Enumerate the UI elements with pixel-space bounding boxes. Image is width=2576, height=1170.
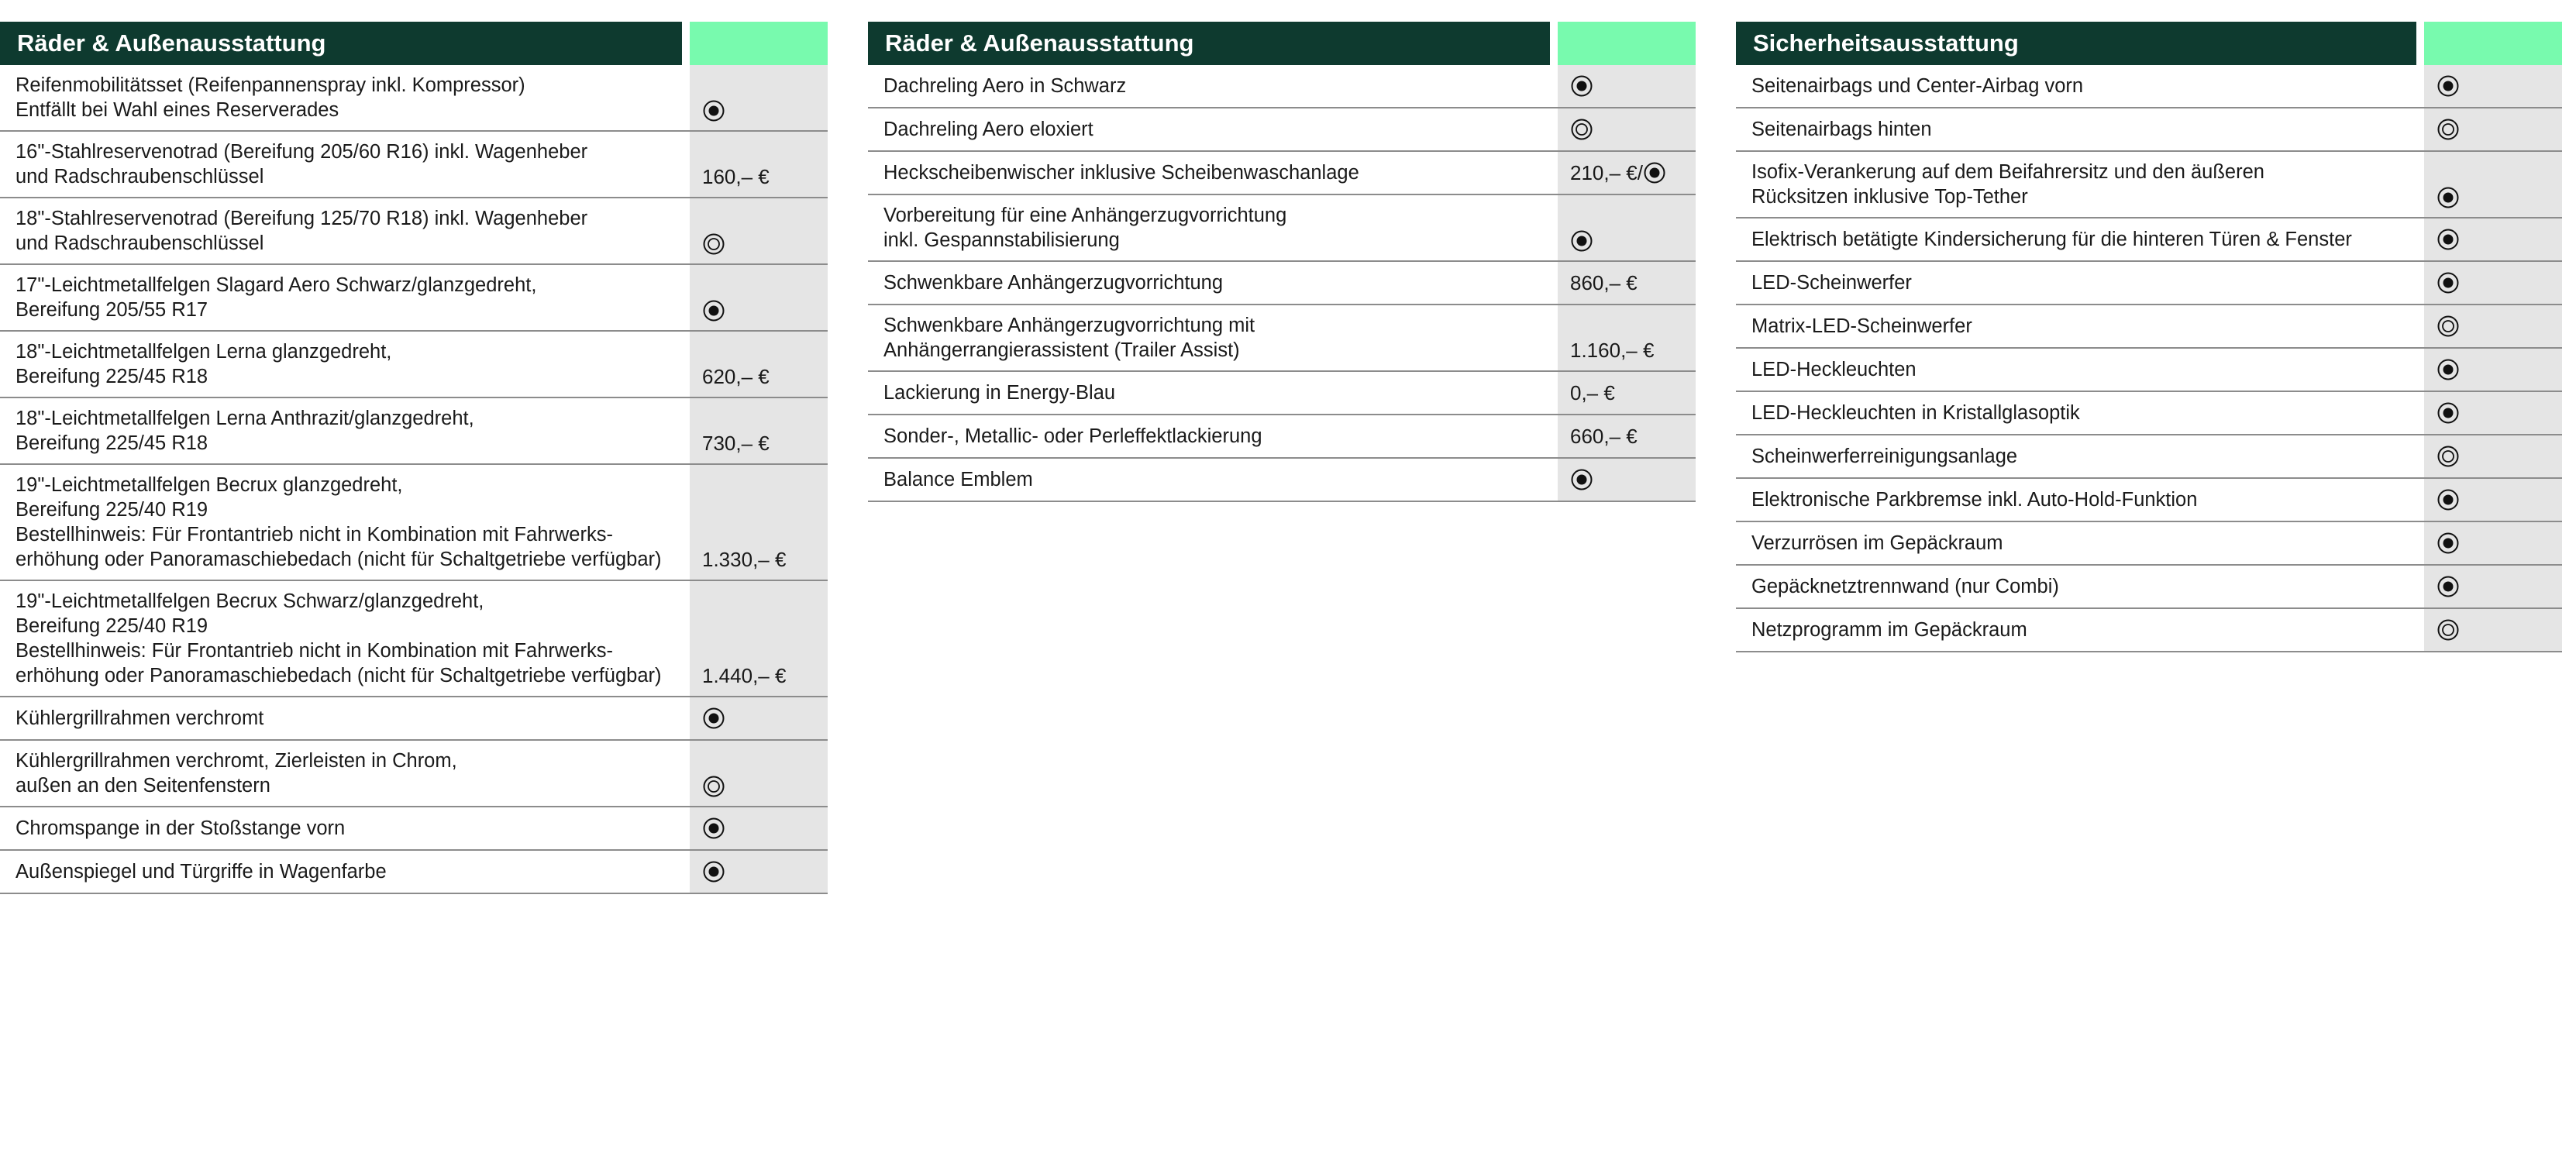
table-row <box>1736 435 2562 479</box>
description-line: Verzurrösen im Gepäckraum <box>1751 532 2003 554</box>
description-line: außen an den Seitenfenstern <box>15 775 270 797</box>
standard-equipment-icon <box>2437 488 2460 511</box>
price-cell <box>690 398 828 463</box>
description-line: inkl. Gespannstabilisierung <box>883 229 1120 251</box>
table-row <box>0 741 828 807</box>
description-line: Außenspiegel und Türgriffe in Wagenfarbe <box>15 861 387 883</box>
table-header <box>0 22 828 65</box>
price-cell <box>690 265 828 330</box>
table-row <box>1736 152 2562 219</box>
price-cell <box>690 851 828 893</box>
table-row <box>0 807 828 851</box>
standard-equipment-icon <box>2437 532 2460 555</box>
standard-equipment-icon <box>702 99 725 122</box>
row-description <box>1736 566 2416 607</box>
price-cell <box>2424 219 2562 260</box>
standard-equipment-icon <box>1570 74 1593 98</box>
table-header <box>1736 22 2562 65</box>
price-cell <box>1558 305 1696 370</box>
table-row <box>0 581 828 697</box>
row-description <box>0 198 682 263</box>
description-line: Anhängerrangierassistent (Trailer Assist) <box>883 339 1240 361</box>
table-row <box>0 198 828 265</box>
table-row <box>868 459 1696 502</box>
description-line: 18"-Leichtmetallfelgen Lerna Anthrazit/glanzgedreht, <box>15 408 474 429</box>
table-row <box>0 65 828 132</box>
standard-equipment-icon <box>1570 229 1593 253</box>
description-line: 18"-Leichtmetallfelgen Lerna glanzgedreht, <box>15 341 392 363</box>
description-line: Rücksitzen inklusive Top-Tether <box>1751 186 2028 208</box>
row-description <box>868 305 1550 370</box>
table-row <box>1736 305 2562 349</box>
standard-equipment-icon <box>702 707 725 730</box>
description-line: Gepäcknetztrennwand (nur Combi) <box>1751 576 2059 597</box>
table-row <box>0 265 828 332</box>
description-line: Reifenmobilitätsset (Reifenpannenspray inkl. Kompressor) <box>15 74 525 96</box>
price-cell <box>1558 415 1696 457</box>
price-value: 210,– €/ <box>1570 160 1643 184</box>
row-description <box>1736 435 2416 477</box>
price-cell <box>2424 609 2562 651</box>
description-line: Lackierung in Energy-Blau <box>883 382 1116 404</box>
description-line: LED-Heckleuchten in Kristallglasoptik <box>1751 402 2080 424</box>
table-row <box>868 305 1696 372</box>
price-cell <box>1558 152 1696 194</box>
equipment-table-safety <box>1736 22 2562 652</box>
row-description <box>868 459 1550 501</box>
table-row <box>1736 65 2562 108</box>
table-row <box>1736 566 2562 609</box>
description-line: 19"-Leichtmetallfelgen Becrux Schwarz/glanzgedreht, <box>15 590 484 612</box>
table-row <box>0 851 828 894</box>
row-description <box>0 65 682 130</box>
price-cell <box>690 132 828 197</box>
price-cell <box>2424 65 2562 107</box>
description-line: Vorbereitung für eine Anhängerzugvorrichtung <box>883 205 1287 226</box>
description-line: Heckscheibenwischer inklusive Scheibenwaschanlage <box>883 162 1359 184</box>
price-cell <box>2424 479 2562 521</box>
table-row <box>1736 609 2562 652</box>
row-description <box>0 697 682 739</box>
description-line: 17"-Leichtmetallfelgen Slagard Aero Schwarz/glanzgedreht, <box>15 274 537 296</box>
price-cell <box>2424 262 2562 304</box>
standard-equipment-icon <box>2437 74 2460 98</box>
description-line: Bestellhinweis: Für Frontantrieb nicht in Kombination mit Fahrwerks- <box>15 524 613 545</box>
description-line: und Radschraubenschlüssel <box>15 166 264 188</box>
price-cell <box>1558 65 1696 107</box>
price-value: 160,– € <box>702 165 770 188</box>
table-row <box>868 195 1696 262</box>
table-row <box>1736 262 2562 305</box>
price-cell <box>2424 566 2562 607</box>
equipment-table-wheels-exterior-1 <box>0 22 828 894</box>
row-description <box>1736 392 2416 434</box>
description-line: Entfällt bei Wahl eines Reserverades <box>15 99 339 121</box>
description-line: Seitenairbags hinten <box>1751 119 1932 140</box>
description-line: 19"-Leichtmetallfelgen Becrux glanzgedreht, <box>15 474 403 496</box>
price-value: 730,– € <box>702 432 770 455</box>
price-cell <box>690 332 828 397</box>
description-line: Kühlergrillrahmen verchromt, Zierleisten in Chrom, <box>15 750 457 772</box>
optional-equipment-icon <box>2437 445 2460 468</box>
optional-equipment-icon <box>2437 618 2460 642</box>
price-cell <box>1558 372 1696 414</box>
row-description <box>1736 65 2416 107</box>
table-row <box>868 65 1696 108</box>
row-description <box>1736 305 2416 347</box>
price-value: 860,– € <box>1570 270 1638 294</box>
table-title: Räder & Außenausstattung <box>868 22 1550 65</box>
description-line: LED-Heckleuchten <box>1751 359 1917 380</box>
table-row <box>868 108 1696 152</box>
row-description <box>0 851 682 893</box>
table-row <box>868 415 1696 459</box>
description-line: und Radschraubenschlüssel <box>15 232 264 254</box>
price-cell <box>690 65 828 130</box>
description-line: Kühlergrillrahmen verchromt <box>15 707 264 729</box>
price-value: 0,– € <box>1570 380 1615 404</box>
standard-equipment-icon <box>1570 468 1593 491</box>
price-cell <box>1558 262 1696 304</box>
table-row <box>0 697 828 741</box>
description-line: Bereifung 225/40 R19 <box>15 499 208 521</box>
price-column-header <box>690 22 828 65</box>
equipment-table-wheels-exterior-2 <box>868 22 1696 502</box>
row-description <box>0 581 682 696</box>
description-line: Bestellhinweis: Für Frontantrieb nicht in Kombination mit Fahrwerks- <box>15 640 613 662</box>
table-row <box>0 465 828 581</box>
optional-equipment-icon <box>2437 118 2460 141</box>
table-title: Räder & Außenausstattung <box>0 22 682 65</box>
description-line: Elektronische Parkbremse inkl. Auto-Hold-Funktion <box>1751 489 2198 511</box>
row-description <box>1736 522 2416 564</box>
table-row <box>868 372 1696 415</box>
standard-equipment-icon <box>2437 186 2460 209</box>
row-description <box>0 265 682 330</box>
table-row <box>0 398 828 465</box>
row-description <box>1736 479 2416 521</box>
price-cell <box>690 465 828 580</box>
table-row <box>1736 108 2562 152</box>
price-value: 620,– € <box>702 365 770 388</box>
description-line: Scheinwerferreinigungsanlage <box>1751 446 2018 467</box>
optional-equipment-icon <box>1570 118 1593 141</box>
standard-equipment-icon <box>2437 228 2460 251</box>
price-cell <box>2424 152 2562 217</box>
optional-equipment-icon <box>2437 315 2460 338</box>
table-row <box>0 332 828 398</box>
description-line: Bereifung 225/45 R18 <box>15 432 208 454</box>
standard-equipment-icon <box>2437 358 2460 381</box>
table-row <box>868 152 1696 195</box>
price-cell <box>690 697 828 739</box>
description-line: Elektrisch betätigte Kindersicherung für die hinteren Türen & Fenster <box>1751 229 2352 250</box>
standard-equipment-icon <box>2437 575 2460 598</box>
price-cell <box>2424 349 2562 391</box>
description-line: Netzprogramm im Gepäckraum <box>1751 619 2027 641</box>
row-description <box>868 372 1550 414</box>
description-line: Sonder-, Metallic- oder Perleffektlackierung <box>883 425 1262 447</box>
price-cell <box>690 581 828 696</box>
description-line: 18"-Stahlreservenotrad (Bereifung 125/70 R18) inkl. Wagenheber <box>15 208 588 229</box>
description-line: Balance Emblem <box>883 469 1033 490</box>
price-column-header <box>1558 22 1696 65</box>
description-line: Dachreling Aero in Schwarz <box>883 75 1127 97</box>
description-line: Dachreling Aero eloxiert <box>883 119 1093 140</box>
optional-equipment-icon <box>702 775 725 798</box>
row-description <box>868 262 1550 304</box>
standard-equipment-icon <box>702 860 725 883</box>
description-line: LED-Scheinwerfer <box>1751 272 1912 294</box>
optional-equipment-icon <box>702 232 725 256</box>
price-value: 1.160,– € <box>1570 339 1655 362</box>
price-cell <box>2424 108 2562 150</box>
row-description <box>0 465 682 580</box>
description-line: Isofix-Verankerung auf dem Beifahrersitz und den äußeren <box>1751 161 2264 183</box>
price-column-header <box>2424 22 2562 65</box>
price-value: 1.330,– € <box>702 548 787 571</box>
row-description <box>0 807 682 849</box>
row-description <box>0 398 682 463</box>
table-row <box>1736 522 2562 566</box>
description-line: Schwenkbare Anhängerzugvorrichtung mit <box>883 315 1255 336</box>
row-description <box>868 108 1550 150</box>
description-line: 16"-Stahlreservenotrad (Bereifung 205/60 R16) inkl. Wagenheber <box>15 141 588 163</box>
description-line: erhöhung oder Panoramaschiebedach (nicht für Schaltgetriebe verfügbar) <box>15 665 662 687</box>
table-row <box>1736 349 2562 392</box>
description-line: erhöhung oder Panoramaschiebedach (nicht für Schaltgetriebe verfügbar) <box>15 549 662 570</box>
row-description <box>0 741 682 806</box>
price-cell <box>1558 195 1696 260</box>
row-description <box>0 132 682 197</box>
row-description <box>868 415 1550 457</box>
row-description <box>1736 349 2416 391</box>
row-description <box>1736 262 2416 304</box>
description-line: Bereifung 225/45 R18 <box>15 366 208 387</box>
table-title: Sicherheitsausstattung <box>1736 22 2416 65</box>
price-cell <box>690 807 828 849</box>
standard-equipment-icon <box>1643 161 1666 184</box>
row-description <box>868 195 1550 260</box>
standard-equipment-icon <box>702 817 725 840</box>
price-cell <box>2424 522 2562 564</box>
description-line: Matrix-LED-Scheinwerfer <box>1751 315 1972 337</box>
price-cell <box>1558 459 1696 501</box>
price-cell <box>690 741 828 806</box>
price-cell <box>2424 305 2562 347</box>
row-description <box>868 152 1550 194</box>
row-description <box>1736 219 2416 260</box>
description-line: Seitenairbags und Center-Airbag vorn <box>1751 75 2084 97</box>
price-cell <box>2424 392 2562 434</box>
price-cell <box>2424 435 2562 477</box>
standard-equipment-icon <box>2437 271 2460 294</box>
description-line: Schwenkbare Anhängerzugvorrichtung <box>883 272 1224 294</box>
row-description <box>868 65 1550 107</box>
row-description <box>0 332 682 397</box>
row-description <box>1736 108 2416 150</box>
table-row <box>1736 219 2562 262</box>
standard-equipment-icon <box>2437 401 2460 425</box>
table-row <box>868 262 1696 305</box>
price-cell <box>690 198 828 263</box>
table-header <box>868 22 1696 65</box>
table-row <box>1736 479 2562 522</box>
standard-equipment-icon <box>702 299 725 322</box>
row-description <box>1736 152 2416 217</box>
table-row <box>0 132 828 198</box>
price-value: 1.440,– € <box>702 664 787 687</box>
row-description <box>1736 609 2416 651</box>
price-cell <box>1558 108 1696 150</box>
description-line: Bereifung 205/55 R17 <box>15 299 208 321</box>
table-row <box>1736 392 2562 435</box>
description-line: Bereifung 225/40 R19 <box>15 615 208 637</box>
price-value: 660,– € <box>1570 424 1638 448</box>
description-line: Chromspange in der Stoßstange vorn <box>15 817 346 839</box>
